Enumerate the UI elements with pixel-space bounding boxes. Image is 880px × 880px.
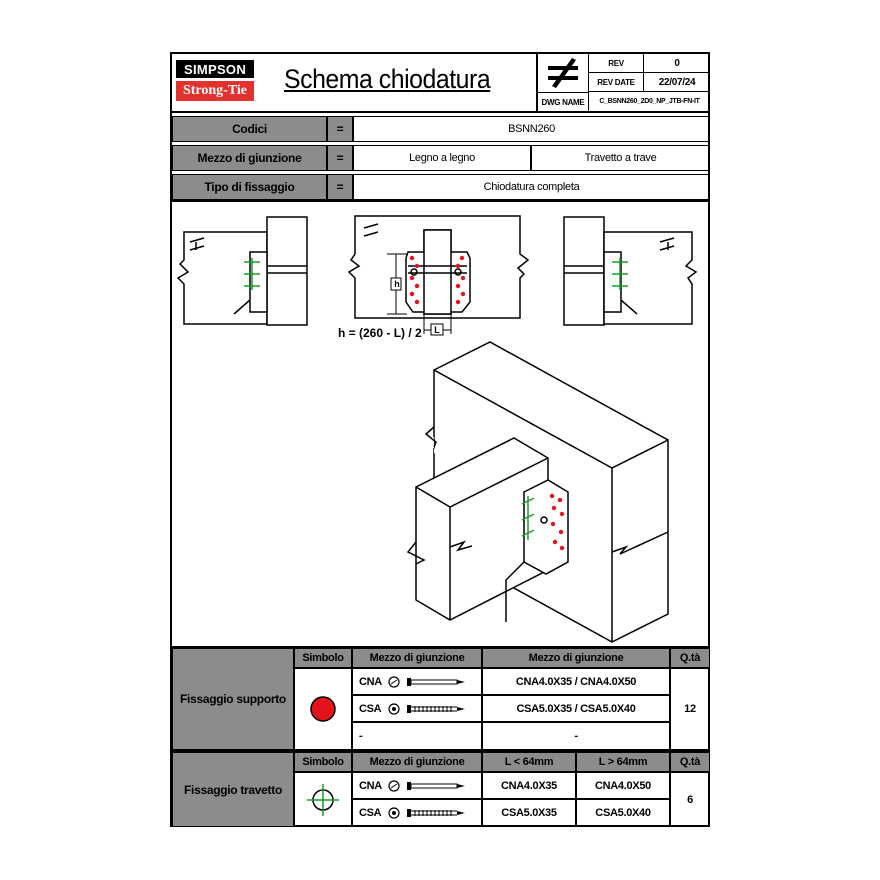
tipo-value: Chiodatura completa [353, 174, 710, 200]
codici-value: BSNN260 [353, 116, 710, 142]
rev-date-label: REV DATE [588, 73, 643, 92]
isometric-view [408, 342, 668, 642]
l-tag: L [434, 325, 440, 335]
tipo-label: Tipo di fissaggio [172, 174, 327, 200]
fastener-type-label: CNA [359, 675, 382, 688]
travetto-row-2-lt: CSA5.0X35 [482, 799, 576, 827]
strong-tie-logo: Strong-Tie [176, 81, 254, 101]
equals-sign: = [327, 145, 353, 171]
red-circle-icon [308, 694, 338, 724]
supporto-row-2-type [352, 695, 482, 722]
page-title: Schema chiodatura [284, 64, 491, 94]
rev-label: REV [588, 54, 643, 73]
middle-view [349, 216, 528, 335]
mezzo-value-1: Legno a legno [353, 145, 531, 171]
mezzo-label: Mezzo di giunzione [172, 145, 327, 171]
travetto-col-qty: Q.tà [670, 752, 710, 772]
dwg-name-label: DWG NAME [536, 92, 588, 111]
rev-value: 0 [643, 54, 710, 73]
fastener-type-label: CNA [359, 779, 382, 792]
fastener-type-label: CSA [359, 807, 382, 819]
left-view [178, 217, 307, 325]
travetto-symbol-cell [294, 772, 352, 827]
equals-sign: = [327, 174, 353, 200]
travetto-col-lt: L < 64mm [482, 752, 576, 772]
supporto-row-3-spec: - [482, 722, 670, 750]
travetto-row-2-gt: CSA5.0X40 [576, 799, 670, 827]
supporto-col-mezzo-2: Mezzo di giunzione [482, 648, 670, 668]
supporto-col-mezzo-1: Mezzo di giunzione [352, 648, 482, 668]
supporto-symbol-cell [294, 668, 352, 750]
mezzo-value-2: Travetto a trave [531, 145, 710, 171]
fastener-type-label: CSA [359, 702, 382, 715]
not-equal-symbol-box [536, 54, 588, 92]
travetto-qty: 6 [670, 772, 710, 827]
h-formula: h = (260 - L) / 2 [338, 326, 422, 340]
travetto-col-simbolo: Simbolo [294, 752, 352, 772]
anker-screw-icon [387, 806, 467, 820]
technical-drawing [172, 202, 708, 646]
right-view [564, 217, 696, 325]
supporto-row-3-type: - [352, 722, 482, 750]
anker-screw-icon [387, 702, 467, 716]
supporto-col-simbolo: Simbolo [294, 648, 352, 668]
rev-date-value: 22/07/24 [643, 73, 710, 92]
supporto-row-1-type [352, 668, 482, 695]
supporto-row-1-spec: CNA4.0X35 / CNA4.0X50 [482, 668, 670, 695]
h-tag: h [394, 279, 400, 289]
simpson-logo: SIMPSON [176, 60, 254, 78]
travetto-col-gt: L > 64mm [576, 752, 670, 772]
not-equal-icon [538, 54, 590, 92]
drawing-sheet [170, 52, 710, 827]
travetto-section-label: Fissaggio travetto [172, 752, 294, 827]
anker-nail-icon [387, 675, 467, 689]
travetto-col-mezzo: Mezzo di giunzione [352, 752, 482, 772]
travetto-row-1-type [352, 772, 482, 799]
codici-label: Codici [172, 116, 327, 142]
dwg-name-value: C_BSNN260_2D0_NP_JTB-FN-IT [588, 92, 710, 111]
travetto-row-2-type [352, 799, 482, 827]
equals-sign: = [327, 116, 353, 142]
travetto-row-1-lt: CNA4.0X35 [482, 772, 576, 799]
anker-nail-icon [387, 779, 467, 793]
travetto-row-1-gt: CNA4.0X50 [576, 772, 670, 799]
supporto-qty: 12 [670, 668, 710, 750]
supporto-col-qty: Q.tà [670, 648, 710, 668]
supporto-row-2-spec: CSA5.0X35 / CSA5.0X40 [482, 695, 670, 722]
supporto-section-label: Fissaggio supporto [172, 648, 294, 750]
green-crosshair-icon [305, 782, 341, 818]
